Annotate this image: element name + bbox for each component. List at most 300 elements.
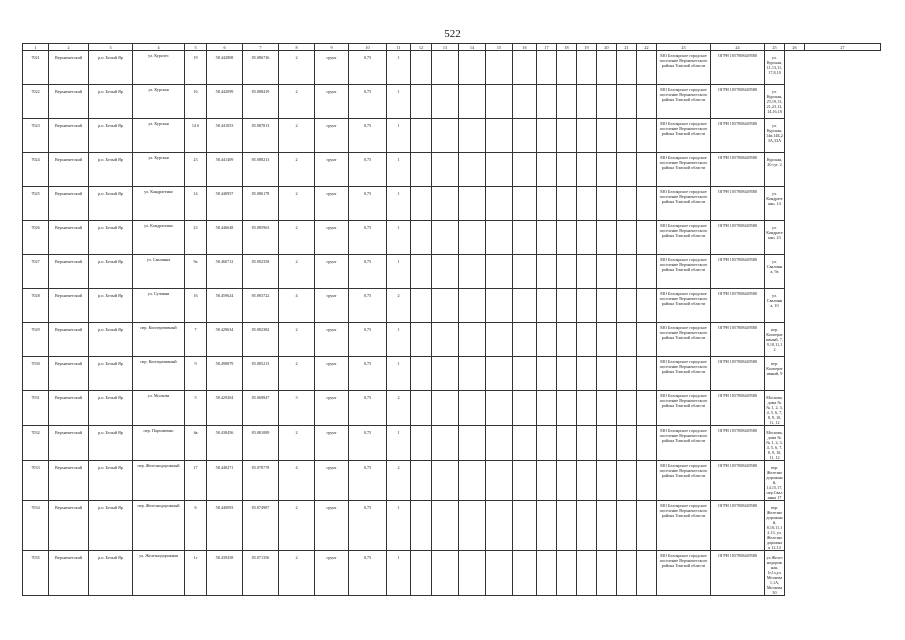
table-cell-col-15	[486, 221, 513, 255]
table-row	[23, 501, 881, 551]
table-cell-col-13	[432, 501, 459, 551]
table-cell-col-16	[513, 153, 537, 187]
table-cell-col-19	[577, 255, 597, 289]
table-cell-col-12	[411, 426, 432, 461]
table-cell-col-19	[577, 551, 597, 596]
table-cell-col-2: Верхнекетский	[49, 119, 89, 153]
table-cell-col-9: грунт	[315, 119, 349, 153]
table-cell-col-20	[597, 323, 617, 357]
table-cell-col-4: пер. Железнодорожный	[133, 461, 185, 501]
table-cell-col-21	[617, 357, 637, 391]
table-cell-col-14	[459, 289, 486, 323]
table-cell-col-21	[617, 501, 637, 551]
table-cell-col-4: ул. Москова	[133, 391, 185, 426]
table-cell-col-21	[617, 153, 637, 187]
table-cell-col-20	[597, 221, 617, 255]
table-cell-col-23: МО Белоярское городское поселение Верхнекетского района Томской области	[657, 153, 711, 187]
table-cell-col-18	[557, 323, 577, 357]
table-cell-col-4: пер. Пархоменко	[133, 426, 185, 461]
table-cell-col-14	[459, 357, 486, 391]
table-cell-col-15	[486, 51, 513, 85]
table-cell-col-3: р.п. Белый Яр	[89, 51, 133, 85]
table-cell-col-7: 85.082382	[243, 323, 279, 357]
table-cell-col-24: ОГРН 1057008449580	[711, 221, 765, 255]
table-cell-col-16	[513, 426, 537, 461]
page-number: 522	[444, 28, 461, 40]
column-number-11: 11	[387, 44, 411, 51]
table-cell-col-20	[597, 255, 617, 289]
table-cell-col-6: 58.441409	[207, 153, 243, 187]
table-cell-col-4: ул. Кондратенко	[133, 221, 185, 255]
table-cell-col-16	[513, 501, 537, 551]
table-row	[23, 357, 881, 391]
column-number-2: 2	[49, 44, 89, 51]
table-cell-col-1: 7024	[23, 153, 49, 187]
table-cell-col-23: МО Белоярское городское поселение Верхнекетского района Томской области	[657, 85, 711, 119]
table-cell-col-16	[513, 85, 537, 119]
table-cell-col-19	[577, 51, 597, 85]
table-cell-col-12	[411, 391, 432, 426]
table-cell-col-6: 58.498879	[207, 357, 243, 391]
table-row	[23, 85, 881, 119]
table-cell-col-20	[597, 51, 617, 85]
table-cell-col-13	[432, 551, 459, 596]
table-cell-col-16	[513, 323, 537, 357]
table-cell-col-16	[513, 255, 537, 289]
table-cell-col-19	[577, 426, 597, 461]
table-cell-col-9: грунт	[315, 85, 349, 119]
table-cell-col-5: 23	[185, 153, 207, 187]
table-cell-col-9: грунт	[315, 551, 349, 596]
table-cell-col-16	[513, 357, 537, 391]
table-cell-col-8: 2	[279, 426, 315, 461]
table-cell-col-13	[432, 426, 459, 461]
table-cell-col-1: 7032	[23, 426, 49, 461]
table-cell-col-7: 85.086736	[243, 51, 279, 85]
table-cell-col-4: ул. Свалинна	[133, 255, 185, 289]
column-number-12: 12	[411, 44, 432, 51]
table-cell-col-18	[557, 501, 577, 551]
table-cell-col-2: Верхнекетский	[49, 289, 89, 323]
table-cell-col-20	[597, 153, 617, 187]
table-cell-col-10: 0,75	[349, 551, 387, 596]
table-cell-col-14	[459, 391, 486, 426]
table-cell-col-15	[486, 119, 513, 153]
table-cell-col-21	[617, 391, 637, 426]
table-cell-col-17	[537, 187, 557, 221]
table-cell-col-9: грунт	[315, 501, 349, 551]
table-cell-col-22	[637, 323, 657, 357]
column-number-4: 4	[133, 44, 185, 51]
table-cell-col-19	[577, 289, 597, 323]
table-cell-col-8: 2	[279, 51, 315, 85]
table-cell-col-17	[537, 289, 557, 323]
table-cell-col-3: р.п. Белый Яр	[89, 153, 133, 187]
table-row	[23, 221, 881, 255]
table-cell-col-5: 16	[185, 289, 207, 323]
table-cell-col-18	[557, 187, 577, 221]
table-cell-col-10: 0,75	[349, 391, 387, 426]
table-cell-col-12	[411, 255, 432, 289]
table-cell-col-21	[617, 255, 637, 289]
table-cell-col-22	[637, 289, 657, 323]
table-cell-col-23: МО Белоярское городское поселение Верхнекетского района Томской области	[657, 551, 711, 596]
table-cell-col-11: 1	[387, 51, 411, 85]
table-cell-col-2: Верхнекетский	[49, 255, 89, 289]
table-cell-col-8: 2	[279, 85, 315, 119]
table-cell-col-17	[537, 357, 557, 391]
table-cell-col-10: 0,75	[349, 51, 387, 85]
table-cell-col-23: МО Белоярское городское поселение Верхнекетского района Томской области	[657, 255, 711, 289]
table-cell-col-21	[617, 289, 637, 323]
table-cell-col-6: 58.446648	[207, 221, 243, 255]
table-cell-col-18	[557, 255, 577, 289]
table-cell-col-1: 7033	[23, 461, 49, 501]
table-cell-col-18	[557, 461, 577, 501]
table-cell-col-15	[486, 289, 513, 323]
table-cell-col-13	[432, 391, 459, 426]
table-cell-col-3: р.п. Белый Яр	[89, 357, 133, 391]
table-cell-col-22	[637, 51, 657, 85]
table-cell-col-4: пер. Железнодорожный	[133, 501, 185, 551]
table-cell-col-22	[637, 461, 657, 501]
table-cell-col-11: 1	[387, 255, 411, 289]
table-cell-col-8: 2	[279, 255, 315, 289]
table-cell-col-22	[637, 426, 657, 461]
table-cell-col-10: 0,75	[349, 119, 387, 153]
table-cell-col-18	[557, 153, 577, 187]
column-number-15: 15	[486, 44, 513, 51]
table-cell-col-4: ул. Курская	[133, 85, 185, 119]
table-cell-col-19	[577, 153, 597, 187]
table-cell-col-19	[577, 357, 597, 391]
table-cell-col-7: 85.083722	[243, 289, 279, 323]
table-cell-col-14	[459, 51, 486, 85]
column-number-23: 23	[657, 44, 711, 51]
table-cell-col-11: 1	[387, 323, 411, 357]
table-cell-col-16	[513, 391, 537, 426]
table-cell-col-3: р.п. Белый Яр	[89, 323, 133, 357]
table-cell-col-4: ул. Курская	[133, 119, 185, 153]
table-cell-col-1: 7027	[23, 255, 49, 289]
table-cell-col-24: ОГРН 1057008449580	[711, 289, 765, 323]
column-number-25: 25	[765, 44, 785, 51]
table-cell-col-2: Верхнекетский	[49, 501, 89, 551]
table-cell-col-21	[617, 119, 637, 153]
table-cell-col-1: 7026	[23, 221, 49, 255]
table-cell-col-20	[597, 391, 617, 426]
table-cell-col-8: 2	[279, 551, 315, 596]
table-cell-col-1: 7021	[23, 51, 49, 85]
table-cell-col-3: р.п. Белый Яр	[89, 187, 133, 221]
table-cell-col-25: пер. Железнодорожный, 14,15,17, пер.Свалинна 17	[765, 461, 785, 501]
table-cell-col-4: пер. Кооперативный	[133, 323, 185, 357]
table-cell-col-12	[411, 85, 432, 119]
table-cell-col-21	[617, 51, 637, 85]
table-cell-col-9: грунт	[315, 391, 349, 426]
table-cell-col-25: Москова, дома №№ 1, 2, 3, 4, 5, 6, 7, 8, 9, 10, 11, 12	[765, 391, 785, 426]
table-cell-col-2: Верхнекетский	[49, 221, 89, 255]
table-cell-col-7: 85.085963	[243, 221, 279, 255]
table-cell-col-17	[537, 551, 557, 596]
table-cell-col-7: 85.088419	[243, 85, 279, 119]
table-row	[23, 426, 881, 461]
table-cell-col-16	[513, 119, 537, 153]
table-cell-col-10: 0,75	[349, 357, 387, 391]
table-cell-col-15	[486, 551, 513, 596]
table-cell-col-1: 7035	[23, 551, 49, 596]
table-cell-col-6: 58.429634	[207, 323, 243, 357]
table-cell-col-17	[537, 85, 557, 119]
table-cell-col-10: 0,75	[349, 501, 387, 551]
column-number-20: 20	[597, 44, 617, 51]
table-cell-col-9: грунт	[315, 255, 349, 289]
table-cell-col-15	[486, 255, 513, 289]
table-cell-col-21	[617, 551, 637, 596]
table-cell-col-7: 85.086178	[243, 187, 279, 221]
table-cell-col-9: грунт	[315, 221, 349, 255]
table-cell-col-21	[617, 187, 637, 221]
table-cell-col-6: 58.429204	[207, 391, 243, 426]
table-cell-col-7: 85.088213	[243, 153, 279, 187]
table-cell-col-10: 0,75	[349, 153, 387, 187]
table-cell-col-3: р.п. Белый Яр	[89, 289, 133, 323]
table-cell-col-7: 85.071356	[243, 551, 279, 596]
table-cell-col-1: 7034	[23, 501, 49, 551]
table-cell-col-2: Верхнекетский	[49, 426, 89, 461]
table-cell-col-18	[557, 551, 577, 596]
table-row	[23, 461, 881, 501]
table-cell-col-18	[557, 357, 577, 391]
table-cell-col-19	[577, 119, 597, 153]
table-cell-col-7: 85.087813	[243, 119, 279, 153]
table-cell-col-11: 1	[387, 357, 411, 391]
table-cell-col-9: грунт	[315, 323, 349, 357]
column-number-21: 21	[617, 44, 637, 51]
table-cell-col-8: 2	[279, 119, 315, 153]
table-cell-col-17	[537, 323, 557, 357]
table-cell-col-8: 2	[279, 323, 315, 357]
table-cell-col-15	[486, 461, 513, 501]
column-number-13: 13	[432, 44, 459, 51]
table-cell-col-20	[597, 85, 617, 119]
column-number-22: 22	[637, 44, 657, 51]
table-row	[23, 391, 881, 426]
column-number-26: 26	[785, 44, 805, 51]
column-number-5: 5	[185, 44, 207, 51]
table-cell-col-14	[459, 153, 486, 187]
table-row	[23, 187, 881, 221]
table-cell-col-25: ул. Свалинна, 10	[765, 289, 785, 323]
table-cell-col-25: ул. Свалинна, 9а	[765, 255, 785, 289]
table-cell-col-16	[513, 289, 537, 323]
table-cell-col-18	[557, 51, 577, 85]
table-cell-col-9: грунт	[315, 153, 349, 187]
table-cell-col-12	[411, 153, 432, 187]
table-cell-col-21	[617, 221, 637, 255]
table-cell-col-22	[637, 391, 657, 426]
table-cell-col-10: 0,75	[349, 221, 387, 255]
table-cell-col-4: ул. Суливни	[133, 289, 185, 323]
table-cell-col-12	[411, 51, 432, 85]
table-cell-col-12	[411, 357, 432, 391]
table-cell-col-24: ОГРН 1057008449580	[711, 153, 765, 187]
table-cell-col-11: 1	[387, 85, 411, 119]
table-cell-col-10: 0,75	[349, 187, 387, 221]
table-cell-col-3: р.п. Белый Яр	[89, 461, 133, 501]
column-number-18: 18	[557, 44, 577, 51]
table-cell-col-23: МО Белоярское городское поселение Верхнекетского района Томской области	[657, 221, 711, 255]
table-cell-col-6: 58.438456	[207, 426, 243, 461]
table-cell-col-22	[637, 85, 657, 119]
table-cell-col-22	[637, 221, 657, 255]
table-row	[23, 119, 881, 153]
table-cell-col-21	[617, 426, 637, 461]
table-cell-col-17	[537, 426, 557, 461]
table-cell-col-6: 58.459624	[207, 289, 243, 323]
table-cell-col-4: ул. Куролес	[133, 51, 185, 85]
column-number-8: 8	[279, 44, 315, 51]
column-number-1: 1	[23, 44, 49, 51]
table-cell-col-6: 58.442099	[207, 85, 243, 119]
table-cell-col-3: р.п. Белый Яр	[89, 85, 133, 119]
table-cell-col-16	[513, 51, 537, 85]
table-cell-col-7: 85.074987	[243, 501, 279, 551]
table-cell-col-19	[577, 461, 597, 501]
table-cell-col-3: р.п. Белый Яр	[89, 501, 133, 551]
table-row	[23, 289, 881, 323]
table-cell-col-10: 0,75	[349, 289, 387, 323]
table-cell-col-9: грунт	[315, 426, 349, 461]
table-cell-col-19	[577, 85, 597, 119]
table-cell-col-8: 2	[279, 221, 315, 255]
table-cell-col-8: 2	[279, 153, 315, 187]
table-cell-col-1: 7030	[23, 357, 49, 391]
table-cell-col-2: Верхнекетский	[49, 153, 89, 187]
column-number-24: 24	[711, 44, 765, 51]
table-cell-col-3: р.п. Белый Яр	[89, 255, 133, 289]
table-cell-col-24: ОГРН 1057008449580	[711, 357, 765, 391]
table-cell-col-5: 14 б	[185, 119, 207, 153]
table-cell-col-17	[537, 501, 557, 551]
table-cell-col-10: 0,75	[349, 85, 387, 119]
table-cell-col-23: МО Белоярское городское поселение Верхнекетского района Томской области	[657, 323, 711, 357]
table-cell-col-22	[637, 357, 657, 391]
table-cell-col-5: 5	[185, 391, 207, 426]
table-cell-col-20	[597, 187, 617, 221]
table-cell-col-6: 58.440957	[207, 187, 243, 221]
table-cell-col-22	[637, 119, 657, 153]
table-cell-col-15	[486, 391, 513, 426]
table-cell-col-11: 2	[387, 391, 411, 426]
table-cell-col-11: 1	[387, 119, 411, 153]
table-cell-col-12	[411, 187, 432, 221]
table-cell-col-9: грунт	[315, 51, 349, 85]
table-cell-col-10: 0,75	[349, 426, 387, 461]
table-cell-col-5: 14	[185, 187, 207, 221]
table-cell-col-23: МО Белоярское городское поселение Верхнекетского района Томской области	[657, 51, 711, 85]
table-cell-col-5: 9а	[185, 255, 207, 289]
table-cell-col-25: ул.Железнодорожная, 1г,1з,ул. Москова 1,1А, Москова 30	[765, 551, 785, 596]
table-cell-col-3: р.п. Белый Яр	[89, 426, 133, 461]
table-cell-col-13	[432, 323, 459, 357]
table-cell-col-12	[411, 551, 432, 596]
table-cell-col-5: 16	[185, 85, 207, 119]
column-number-row	[23, 44, 881, 51]
table-cell-col-5: 6	[185, 501, 207, 551]
table-cell-col-13	[432, 119, 459, 153]
table-cell-col-18	[557, 119, 577, 153]
table-cell-col-3: р.п. Белый Яр	[89, 119, 133, 153]
column-number-27: 27	[805, 44, 881, 51]
table-cell-col-4: ул. Курская	[133, 153, 185, 187]
table-cell-col-25: пер. Железнодорожный, 8,10,11,12,13, ул. Железнодорожная 12,14	[765, 501, 785, 551]
table-cell-col-16	[513, 461, 537, 501]
table-cell-col-6: 58.460712	[207, 255, 243, 289]
table-cell-col-13	[432, 289, 459, 323]
table-cell-col-23: МО Белоярское городское поселение Верхнекетского района Томской области	[657, 357, 711, 391]
table-cell-col-13	[432, 221, 459, 255]
table-cell-col-9: грунт	[315, 289, 349, 323]
table-cell-col-1: 7023	[23, 119, 49, 153]
table-cell-col-9: грунт	[315, 187, 349, 221]
table-cell-col-7: 85.069847	[243, 391, 279, 426]
table-cell-col-15	[486, 357, 513, 391]
table-cell-col-8: 3	[279, 391, 315, 426]
table-cell-col-12	[411, 501, 432, 551]
table-cell-col-23: МО Белоярское городское поселение Верхнекетского района Томской области	[657, 119, 711, 153]
table-cell-col-11: 1	[387, 501, 411, 551]
table-cell-col-10: 0,75	[349, 255, 387, 289]
table-cell-col-24: ОГРН 1057008449580	[711, 501, 765, 551]
table-cell-col-22	[637, 501, 657, 551]
table-cell-col-21	[617, 85, 637, 119]
table-cell-col-12	[411, 119, 432, 153]
table-cell-col-25: пер. Кооперативный, 9	[765, 357, 785, 391]
table-cell-col-25: Курская, 20 гуг. 2	[765, 153, 785, 187]
table-cell-col-3: р.п. Белый Яр	[89, 391, 133, 426]
table-cell-col-24: ОГРН 1057008449580	[711, 51, 765, 85]
table-cell-col-6: 58.442808	[207, 51, 243, 85]
table-cell-col-19	[577, 323, 597, 357]
table-cell-col-6: 58.439438	[207, 551, 243, 596]
table-cell-col-2: Верхнекетский	[49, 323, 89, 357]
table-cell-col-8: 2	[279, 357, 315, 391]
table-cell-col-13	[432, 51, 459, 85]
table-cell-col-8: 4	[279, 461, 315, 501]
table-cell-col-14	[459, 119, 486, 153]
table-cell-col-23: МО Белоярское городское поселение Верхнекетского района Томской области	[657, 289, 711, 323]
table-cell-col-8: 4	[279, 289, 315, 323]
table-cell-col-7: 85.078778	[243, 461, 279, 501]
table-cell-col-13	[432, 153, 459, 187]
table-cell-col-3: р.п. Белый Яр	[89, 551, 133, 596]
table-cell-col-15	[486, 323, 513, 357]
table-cell-col-2: Верхнекетский	[49, 551, 89, 596]
table-cell-col-24: ОГРН 1057008449580	[711, 391, 765, 426]
table-cell-col-23: МО Белоярское городское поселение Верхнекетского района Томской области	[657, 426, 711, 461]
table-cell-col-13	[432, 357, 459, 391]
table-row	[23, 51, 881, 85]
column-number-19: 19	[577, 44, 597, 51]
table-cell-col-23: МО Белоярское городское поселение Верхнекетского района Томской области	[657, 501, 711, 551]
table-cell-col-4: ул. Железнодорожная	[133, 551, 185, 596]
column-number-7: 7	[243, 44, 279, 51]
table-cell-col-11: 1	[387, 187, 411, 221]
table-cell-col-16	[513, 187, 537, 221]
table-cell-col-12	[411, 289, 432, 323]
table-cell-col-20	[597, 357, 617, 391]
